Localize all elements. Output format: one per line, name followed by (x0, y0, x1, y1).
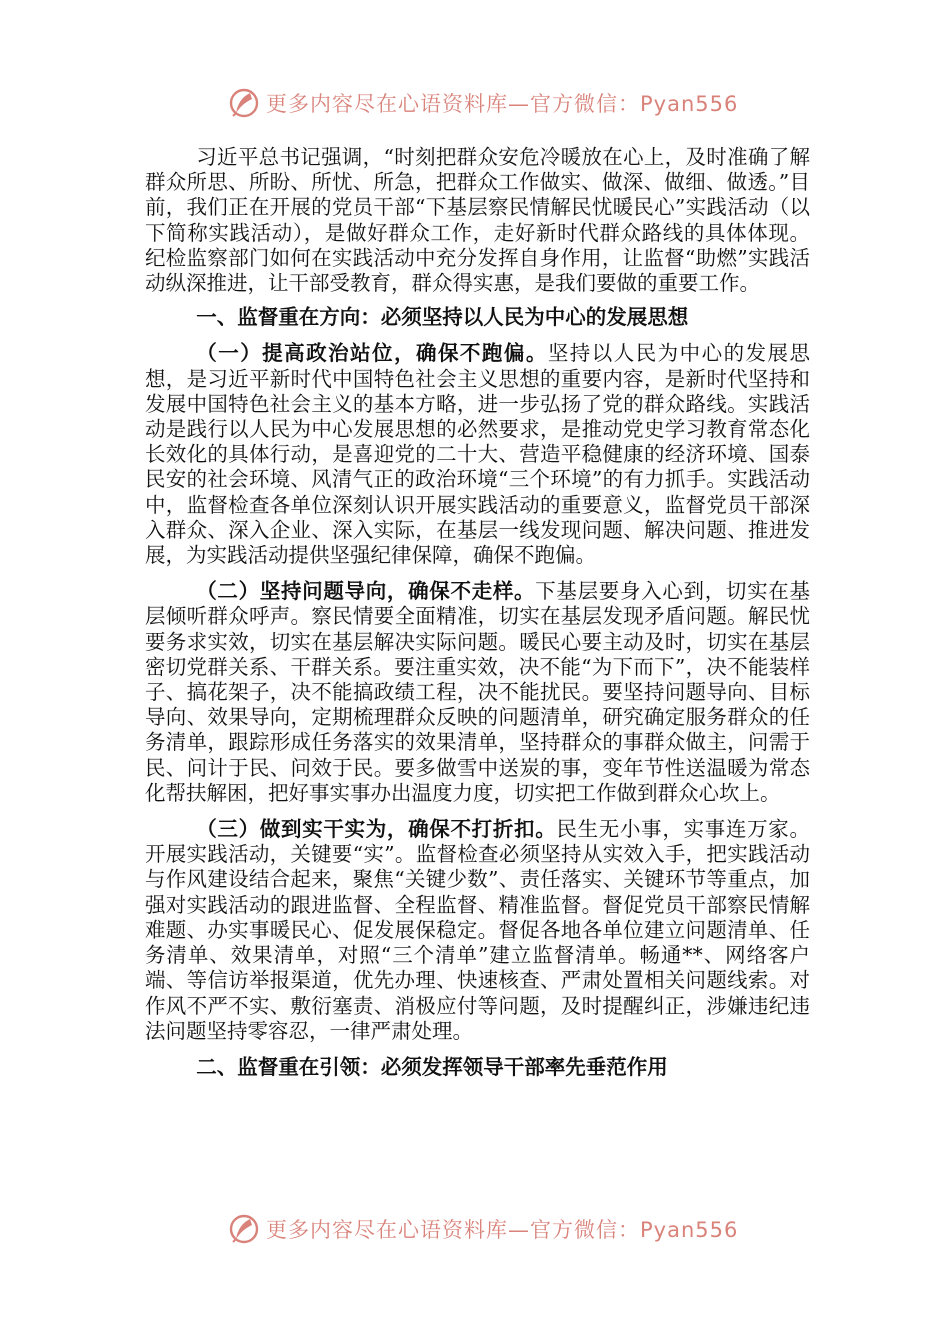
section-1-heading: 一、监督重在方向：必须坚持以人民为中心的发展思想 (196, 305, 689, 330)
paragraph-2 (145, 579, 810, 806)
watermark-top (228, 86, 738, 120)
paragraph-1 (145, 341, 810, 568)
watermark-text: 更多内容尽在心语资料库—官方微信：Pyan556 (266, 92, 739, 116)
intro-paragraph: 习近平总书记强调，“时刻把群众安危冷暖放在心上，及时准确了解群众所思、所盼、所忧、所急，把群众工作做实、做深、做细、做透。”目前，我们正在开展的党员干部“下基层察民情解民忧暖民心”实践活动（以下简称实践活动），是做好群众工作，走好新时代群众路线的具体体现。纪检监察部门如何在实践活动中充分发挥自身作用，让监督“助燃”实践活动纵深推进，让干部受教育，群众得实惠，是我们要做的重要工作。 (145, 145, 810, 296)
paragraph-3-title: （三）做到实干实为，确保不打折扣。 (196, 817, 557, 842)
paragraph-2-body: 下基层要身入心到，切实在基层倾听群众呼声。察民情要全面精准，切实在基层发现矛盾问题。解民忧要务求实效，切实在基层解决实际问题。暖民心要主动及时，切实在基层密切党群关系、干群关系。要注重实效，决不能“为下而下”，决不能装样子、搞花架子，决不能搞政绩工程，决不能扰民。要坚持问题导向、目标导向、效果导向，定期梳理群众反映的问题清单，研究确定服务群众的任务清单，跟踪形成任务落实的效果清单，坚持群众的事群众做主，问需于民、问计于民、问效于民。要多做雪中送炭的事，变年节性送温暖为常态化帮扶解困，把好事实事办出温度力度，切实把工作做到群众心坎上。 (145, 579, 810, 805)
paragraph-3 (145, 817, 810, 1044)
quill-logo-icon (228, 87, 260, 119)
paragraph-2-title: （二）坚持问题导向，确保不走样。 (196, 579, 536, 604)
document-body (145, 145, 810, 1080)
watermark-text: 更多内容尽在心语资料库—官方微信：Pyan556 (266, 1218, 739, 1242)
paragraph-1-title: （一）提高政治站位，确保不跑偏。 (196, 341, 548, 366)
section-2-heading: 二、监督重在引领：必须发挥领导干部率先垂范作用 (196, 1054, 668, 1079)
paragraph-1-body: 坚持以人民为中心的发展思想，是习近平新时代中国特色社会主义思想的重要内容，是新时代坚持和发展中国特色社会主义的基本方略，进一步弘扬了党的群众路线。实践活动是践行以人民为中心发展思想的必然要求，是推动党史学习教育常态化长效化的具体行动，是喜迎党的二十大、营造平稳健康的经济环境、国泰民安的社会环境、风清气正的政治环境“三个环境”的有力抓手。实践活动中，监督检查各单位深刻认识开展实践活动的重要意义，监督党员干部深入群众、深入企业、深入实际，在基层一线发现问题、解决问题、推进发展，为实践活动提供坚强纪律保障，确保不跑偏。 (145, 341, 811, 568)
quill-logo-icon (228, 1213, 260, 1245)
watermark-bottom (228, 1212, 738, 1246)
paragraph-3-body: 民生无小事，实事连万家。开展实践活动，关键要“实”。监督检查必须坚持从实效入手，把实践活动与作风建设结合起来，聚焦“关键少数”、责任落实、关键环节等重点，加强对实践活动的跟进监督、全程监督、精准监督。督促党员干部察民情解难题、办实事暖民心、促发展保稳定。督促各地各单位建立问题清单、任务清单、效果清单，对照“三个清单”建立监督清单。畅通**、网络客户端、等信访举报渠道，优先办理、快速核查、严肃处置相关问题线索。对作风不严不实、敷衍塞责、消极应付等问题，及时提醒纠正，涉嫌违纪违法问题坚持零容忍，一律严肃处理。 (145, 817, 810, 1043)
